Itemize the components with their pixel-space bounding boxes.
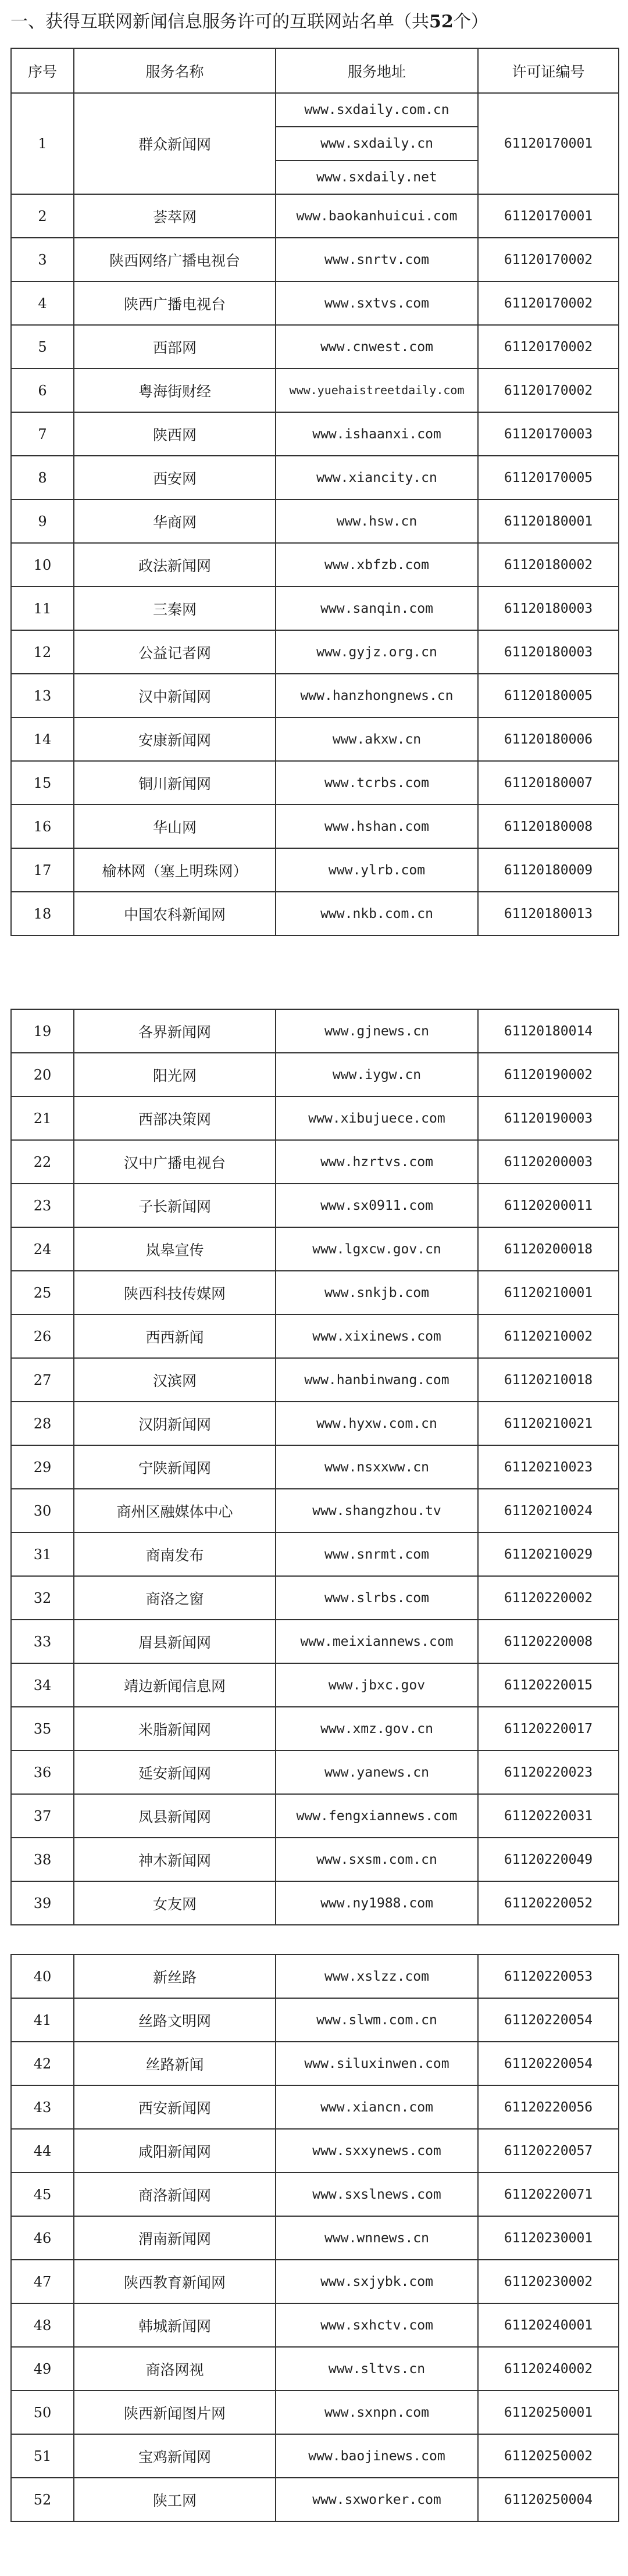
row-service-name: 阳光网 <box>74 1053 276 1096</box>
table-row <box>11 717 619 761</box>
row-service-name: 陕西教育新闻网 <box>74 2260 276 2303</box>
row-license: 61120220015 <box>478 1663 619 1707</box>
row-index: 37 <box>11 1794 74 1838</box>
row-service-name: 宝鸡新闻网 <box>74 2434 276 2478</box>
row-index: 14 <box>11 717 74 761</box>
row-license: 61120180009 <box>478 848 619 892</box>
table-row <box>11 2173 619 2216</box>
table-row <box>11 1358 619 1402</box>
row-service-url: www.slwm.com.cn <box>276 1998 478 2042</box>
table-row <box>11 1576 619 1620</box>
website-table-section-2 <box>10 1009 619 1925</box>
row-index: 34 <box>11 1663 74 1707</box>
website-table-section-1 <box>10 48 619 936</box>
row-index: 32 <box>11 1576 74 1620</box>
table-row <box>11 761 619 805</box>
row-service-name: 榆林网（塞上明珠网） <box>74 848 276 892</box>
row-index: 40 <box>11 1955 74 1998</box>
row-index: 36 <box>11 1750 74 1794</box>
row-service-name: 商南发布 <box>74 1532 276 1576</box>
row-service-name: 岚皋宣传 <box>74 1227 276 1271</box>
row-license: 61120180014 <box>478 1009 619 1053</box>
row-service-url: www.hshan.com <box>276 805 478 848</box>
row-license: 61120170001 <box>478 93 619 194</box>
row-license: 61120170005 <box>478 456 619 499</box>
table-row <box>11 1271 619 1314</box>
row-index: 5 <box>11 325 74 369</box>
row-index: 44 <box>11 2129 74 2173</box>
row-service-url: www.xixinews.com <box>276 1314 478 1358</box>
row-service-url: www.sxslnews.com <box>276 2173 478 2216</box>
table-row <box>11 848 619 892</box>
row-license: 61120180006 <box>478 717 619 761</box>
table-row <box>11 2042 619 2085</box>
row-service-url: www.xmz.gov.cn <box>276 1707 478 1750</box>
row-service-url: www.yanews.cn <box>276 1750 478 1794</box>
header-service-address: 服务地址 <box>276 48 478 93</box>
table-row <box>11 238 619 281</box>
row-service-name: 渭南新闻网 <box>74 2216 276 2260</box>
header-index: 序号 <box>11 48 74 93</box>
row-service-name: 汉滨网 <box>74 1358 276 1402</box>
row-license: 61120220054 <box>478 1998 619 2042</box>
row-index: 39 <box>11 1881 74 1925</box>
row-license: 61120180003 <box>478 630 619 674</box>
table-row <box>11 1750 619 1794</box>
row-service-url: www.baojinews.com <box>276 2434 478 2478</box>
table-row <box>11 1794 619 1838</box>
table-row <box>11 1053 619 1096</box>
row-license: 61120250001 <box>478 2391 619 2434</box>
row-service-name: 丝路文明网 <box>74 1998 276 2042</box>
row-service-url: www.meixiannews.com <box>276 1620 478 1663</box>
row-license: 61120200018 <box>478 1227 619 1271</box>
row-service-name: 西安网 <box>74 456 276 499</box>
row-index: 18 <box>11 892 74 935</box>
row-license: 61120180003 <box>478 587 619 630</box>
row-license: 61120190002 <box>478 1053 619 1096</box>
table-row <box>11 2434 619 2478</box>
row-service-url: www.hzrtvs.com <box>276 1140 478 1184</box>
row-service-url: www.snkjb.com <box>276 1271 478 1314</box>
row-service-url: www.snrmt.com <box>276 1532 478 1576</box>
row-index: 42 <box>11 2042 74 2085</box>
row-index: 29 <box>11 1445 74 1489</box>
row-service-name: 陕西科技传媒网 <box>74 1271 276 1314</box>
row-index: 11 <box>11 587 74 630</box>
table-row <box>11 456 619 499</box>
row-license: 61120220054 <box>478 2042 619 2085</box>
row-index: 3 <box>11 238 74 281</box>
row-license: 61120170002 <box>478 281 619 325</box>
row-service-name: 陕西广播电视台 <box>74 281 276 325</box>
row-index: 33 <box>11 1620 74 1663</box>
table-row <box>11 1314 619 1358</box>
row-service-name: 群众新闻网 <box>74 93 276 194</box>
row-index: 46 <box>11 2216 74 2260</box>
row-license: 61120210021 <box>478 1402 619 1445</box>
row-index: 49 <box>11 2347 74 2391</box>
row-service-url: www.xslzz.com <box>276 1955 478 1998</box>
row-service-name: 新丝路 <box>74 1955 276 1998</box>
row-service-name: 韩城新闻网 <box>74 2303 276 2347</box>
table-row <box>11 1140 619 1184</box>
row-service-name: 咸阳新闻网 <box>74 2129 276 2173</box>
row-service-name: 西西新闻 <box>74 1314 276 1358</box>
table-row <box>11 194 619 238</box>
row-service-name: 中国农科新闻网 <box>74 892 276 935</box>
row-service-name: 华山网 <box>74 805 276 848</box>
row-service-name: 子长新闻网 <box>74 1184 276 1227</box>
table-row <box>11 1707 619 1750</box>
row-license: 61120180013 <box>478 892 619 935</box>
row-index: 26 <box>11 1314 74 1358</box>
row-index: 4 <box>11 281 74 325</box>
row-service-url: www.sx0911.com <box>276 1184 478 1227</box>
row-service-url: www.sxxynews.com <box>276 2129 478 2173</box>
row-service-name: 商洛新闻网 <box>74 2173 276 2216</box>
row-service-url: www.baokanhuicui.com <box>276 194 478 238</box>
table-row <box>11 412 619 456</box>
table-row <box>11 2129 619 2173</box>
row-service-url: www.cnwest.com <box>276 325 478 369</box>
row-license: 61120190003 <box>478 1096 619 1140</box>
table-row <box>11 674 619 717</box>
row-license: 61120210029 <box>478 1532 619 1576</box>
table-row <box>11 1998 619 2042</box>
table-row <box>11 325 619 369</box>
row-service-name: 华商网 <box>74 499 276 543</box>
row-service-name: 商洛网视 <box>74 2347 276 2391</box>
row-license: 61120180002 <box>478 543 619 587</box>
row-service-url: www.hsw.cn <box>276 499 478 543</box>
row-service-name: 靖边新闻信息网 <box>74 1663 276 1707</box>
row-index: 50 <box>11 2391 74 2434</box>
row-service-name: 陕西网络广播电视台 <box>74 238 276 281</box>
row-license: 61120210023 <box>478 1445 619 1489</box>
website-table-section-3 <box>10 1954 619 2522</box>
row-license: 61120170003 <box>478 412 619 456</box>
row-index: 9 <box>11 499 74 543</box>
row-license: 61120220008 <box>478 1620 619 1663</box>
table-row <box>11 587 619 630</box>
row-license: 61120250004 <box>478 2478 619 2521</box>
row-service-url: www.xiancity.cn <box>276 456 478 499</box>
row-license: 61120170002 <box>478 325 619 369</box>
row-index: 30 <box>11 1489 74 1532</box>
row-service-url: www.sxhctv.com <box>276 2303 478 2347</box>
row-index: 43 <box>11 2085 74 2129</box>
table-row <box>11 2347 619 2391</box>
row-service-url: www.ny1988.com <box>276 1881 478 1925</box>
row-service-url: www.tcrbs.com <box>276 761 478 805</box>
row-index: 22 <box>11 1140 74 1184</box>
row-license: 61120210024 <box>478 1489 619 1532</box>
row-service-url: www.sxworker.com <box>276 2478 478 2521</box>
row-service-url: www.sxdaily.com.cn <box>276 93 478 127</box>
table-row <box>11 1881 619 1925</box>
row-index: 52 <box>11 2478 74 2521</box>
table-row <box>11 1532 619 1576</box>
table-row <box>11 1663 619 1707</box>
row-service-url: www.gjnews.cn <box>276 1009 478 1053</box>
table-row <box>11 1184 619 1227</box>
row-index: 51 <box>11 2434 74 2478</box>
row-license: 61120220053 <box>478 1955 619 1998</box>
row-license: 61120220052 <box>478 1881 619 1925</box>
row-index: 19 <box>11 1009 74 1053</box>
row-license: 61120240002 <box>478 2347 619 2391</box>
row-license: 61120200011 <box>478 1184 619 1227</box>
table-row <box>11 1489 619 1532</box>
table-row <box>11 805 619 848</box>
row-license: 61120250002 <box>478 2434 619 2478</box>
row-index: 1 <box>11 93 74 194</box>
row-license: 61120210018 <box>478 1358 619 1402</box>
row-index: 27 <box>11 1358 74 1402</box>
row-service-url: www.sxdaily.net <box>276 160 478 194</box>
row-license: 61120220049 <box>478 1838 619 1881</box>
row-service-name: 安康新闻网 <box>74 717 276 761</box>
row-service-url: www.sxnpn.com <box>276 2391 478 2434</box>
row-index: 20 <box>11 1053 74 1096</box>
row-index: 13 <box>11 674 74 717</box>
row-index: 47 <box>11 2260 74 2303</box>
table-row <box>11 369 619 412</box>
row-service-url: www.sanqin.com <box>276 587 478 630</box>
row-service-name: 汉阴新闻网 <box>74 1402 276 1445</box>
row-service-name: 神木新闻网 <box>74 1838 276 1881</box>
row-service-url: www.lgxcw.gov.cn <box>276 1227 478 1271</box>
row-service-url: www.hanzhongnews.cn <box>276 674 478 717</box>
row-license: 61120220002 <box>478 1576 619 1620</box>
row-index: 41 <box>11 1998 74 2042</box>
row-service-name: 粤海街财经 <box>74 369 276 412</box>
table-row <box>11 1402 619 1445</box>
heading-prefix: 一、获得互联网新闻信息服务许可的互联网站名单（共 <box>10 12 429 32</box>
row-service-name: 凤县新闻网 <box>74 1794 276 1838</box>
row-index: 38 <box>11 1838 74 1881</box>
row-license: 61120210001 <box>478 1271 619 1314</box>
row-service-url: www.shangzhou.tv <box>276 1489 478 1532</box>
row-index: 12 <box>11 630 74 674</box>
row-index: 24 <box>11 1227 74 1271</box>
row-service-url: www.nkb.com.cn <box>276 892 478 935</box>
table-row <box>11 93 619 127</box>
row-service-url: www.sxsm.com.cn <box>276 1838 478 1881</box>
header-license-number: 许可证编号 <box>478 48 619 93</box>
table-row <box>11 2085 619 2129</box>
row-index: 15 <box>11 761 74 805</box>
row-index: 6 <box>11 369 74 412</box>
table-row <box>11 630 619 674</box>
row-service-url: www.sxtvs.com <box>276 281 478 325</box>
row-service-url: www.sxjybk.com <box>276 2260 478 2303</box>
row-license: 61120180001 <box>478 499 619 543</box>
header-service-name: 服务名称 <box>74 48 276 93</box>
table-row <box>11 1620 619 1663</box>
row-service-url: www.gyjz.org.cn <box>276 630 478 674</box>
row-service-name: 延安新闻网 <box>74 1750 276 1794</box>
row-license: 61120170002 <box>478 369 619 412</box>
row-license: 61120210002 <box>478 1314 619 1358</box>
row-license: 61120230002 <box>478 2260 619 2303</box>
row-index: 48 <box>11 2303 74 2347</box>
row-index: 28 <box>11 1402 74 1445</box>
row-service-name: 丝路新闻 <box>74 2042 276 2085</box>
row-service-url: www.xbfzb.com <box>276 543 478 587</box>
row-service-url: www.akxw.cn <box>276 717 478 761</box>
row-license: 61120180008 <box>478 805 619 848</box>
row-service-url: www.jbxc.gov <box>276 1663 478 1707</box>
row-service-name: 政法新闻网 <box>74 543 276 587</box>
table-row <box>11 1096 619 1140</box>
row-index: 31 <box>11 1532 74 1576</box>
row-index: 25 <box>11 1271 74 1314</box>
table-row <box>11 281 619 325</box>
row-license: 61120220023 <box>478 1750 619 1794</box>
document-heading <box>10 10 488 34</box>
row-index: 2 <box>11 194 74 238</box>
row-service-name: 公益记者网 <box>74 630 276 674</box>
row-index: 35 <box>11 1707 74 1750</box>
table-row <box>11 2216 619 2260</box>
row-service-name: 宁陕新闻网 <box>74 1445 276 1489</box>
table-row <box>11 543 619 587</box>
row-license: 61120180005 <box>478 674 619 717</box>
row-service-url: www.slrbs.com <box>276 1576 478 1620</box>
table-row <box>11 1838 619 1881</box>
row-license: 61120220071 <box>478 2173 619 2216</box>
row-service-url: www.iygw.cn <box>276 1053 478 1096</box>
table-row <box>11 2391 619 2434</box>
row-service-url: www.hanbinwang.com <box>276 1358 478 1402</box>
row-license: 61120230001 <box>478 2216 619 2260</box>
table-row <box>11 1445 619 1489</box>
row-service-url: www.ylrb.com <box>276 848 478 892</box>
row-index: 23 <box>11 1184 74 1227</box>
table-row <box>11 2303 619 2347</box>
row-service-name: 商洛之窗 <box>74 1576 276 1620</box>
row-license: 61120170001 <box>478 194 619 238</box>
table-row <box>11 892 619 935</box>
row-service-url: www.sxdaily.cn <box>276 127 478 160</box>
row-service-name: 西部决策网 <box>74 1096 276 1140</box>
row-service-name: 西安新闻网 <box>74 2085 276 2129</box>
row-service-url: www.nsxxww.cn <box>276 1445 478 1489</box>
row-service-url: www.sltvs.cn <box>276 2347 478 2391</box>
row-license: 61120200003 <box>478 1140 619 1184</box>
table-row <box>11 2478 619 2521</box>
row-service-name: 各界新闻网 <box>74 1009 276 1053</box>
row-index: 21 <box>11 1096 74 1140</box>
row-service-url: www.fengxiannews.com <box>276 1794 478 1838</box>
row-index: 16 <box>11 805 74 848</box>
row-service-name: 眉县新闻网 <box>74 1620 276 1663</box>
row-license: 61120220017 <box>478 1707 619 1750</box>
row-service-url: www.hyxw.com.cn <box>276 1402 478 1445</box>
row-service-url: www.wnnews.cn <box>276 2216 478 2260</box>
table-row <box>11 499 619 543</box>
row-service-name: 西部网 <box>74 325 276 369</box>
row-index: 10 <box>11 543 74 587</box>
row-license: 61120220031 <box>478 1794 619 1838</box>
row-license: 61120220056 <box>478 2085 619 2129</box>
row-service-name: 陕西新闻图片网 <box>74 2391 276 2434</box>
row-service-url: www.siluxinwen.com <box>276 2042 478 2085</box>
row-service-url: www.xiancn.com <box>276 2085 478 2129</box>
row-index: 45 <box>11 2173 74 2216</box>
row-service-url: www.snrtv.com <box>276 238 478 281</box>
heading-count: 52 <box>429 12 454 32</box>
row-service-url: www.yuehaistreetdaily.com <box>276 369 478 412</box>
row-service-name: 三秦网 <box>74 587 276 630</box>
row-service-name: 汉中新闻网 <box>74 674 276 717</box>
row-license: 61120170002 <box>478 238 619 281</box>
row-service-url: www.xibujuece.com <box>276 1096 478 1140</box>
row-service-url: www.ishaanxi.com <box>276 412 478 456</box>
table-row <box>11 1955 619 1998</box>
row-index: 17 <box>11 848 74 892</box>
table-row <box>11 1227 619 1271</box>
row-service-name: 米脂新闻网 <box>74 1707 276 1750</box>
table-row <box>11 2260 619 2303</box>
row-service-name: 陕工网 <box>74 2478 276 2521</box>
row-service-name: 女友网 <box>74 1881 276 1925</box>
row-license: 61120240001 <box>478 2303 619 2347</box>
row-service-name: 陕西网 <box>74 412 276 456</box>
table-header-row <box>11 48 619 93</box>
row-index: 8 <box>11 456 74 499</box>
row-license: 61120220057 <box>478 2129 619 2173</box>
row-license: 61120180007 <box>478 761 619 805</box>
row-service-name: 荟萃网 <box>74 194 276 238</box>
row-index: 7 <box>11 412 74 456</box>
table-row <box>11 1009 619 1053</box>
heading-suffix: 个） <box>453 12 488 32</box>
row-service-name: 商州区融媒体中心 <box>74 1489 276 1532</box>
row-service-name: 汉中广播电视台 <box>74 1140 276 1184</box>
row-service-name: 铜川新闻网 <box>74 761 276 805</box>
